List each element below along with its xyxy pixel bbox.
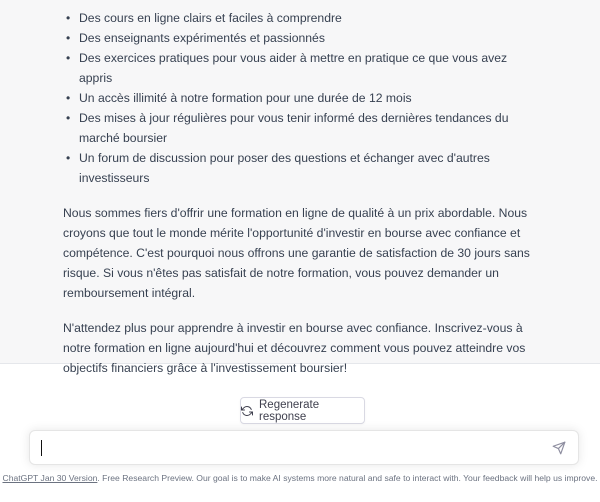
list-item-text: Des enseignants expérimentés et passionnés <box>79 31 325 45</box>
response-paragraph: Nous sommes fiers d'offrir une formation en ligne de qualité à un prix abordable. Nous croyons que tout le monde mérite l'opportunité d'investir en bourse avec confiance et compétence. C'est pourquoi nous offrons une garantie de satisfaction de 30 jours sans risque. Si vous n'êtes pas satisfait de notre formation, vous pouvez demander un remboursement intégral. <box>63 206 530 300</box>
feature-list <box>63 8 543 188</box>
text-caret <box>41 440 42 456</box>
response-content <box>63 8 543 378</box>
list-item-text: Des cours en ligne clairs et faciles à comprendre <box>79 11 342 25</box>
bullet-icon: • <box>66 151 71 165</box>
list-item <box>63 88 543 108</box>
message-input[interactable] <box>40 438 540 458</box>
list-item <box>63 28 543 48</box>
list-item <box>63 148 543 188</box>
bullet-icon: • <box>66 91 71 105</box>
message-input-container[interactable] <box>29 430 579 465</box>
regenerate-label: Regenerate response <box>259 398 320 423</box>
footer-disclaimer <box>0 473 600 483</box>
send-icon[interactable] <box>552 441 566 455</box>
list-item-text: Des mises à jour régulières pour vous tenir informé des dernières tendances du marché boursier <box>79 111 509 145</box>
bullet-icon: • <box>66 111 71 125</box>
footer-text: . Free Research Preview. Our goal is to make AI systems more natural and safe to interact with. Your feedback will help us improve. <box>97 473 598 483</box>
regenerate-response-button[interactable] <box>240 397 365 424</box>
response-paragraph: N'attendez plus pour apprendre à investir en bourse avec confiance. Inscrivez-vous à notre formation en ligne aujourd'hui et découvrez comment vous pouvez atteindre vos objectifs financiers grâce à l'investissement boursier! <box>63 321 526 375</box>
bullet-icon: • <box>66 11 71 25</box>
list-item-text: Des exercices pratiques pour vous aider à mettre en pratique ce que vous avez appris <box>79 51 508 85</box>
version-link[interactable]: ChatGPT Jan 30 Version <box>2 473 98 483</box>
bullet-icon: • <box>66 51 71 65</box>
list-item-text: Un forum de discussion pour poser des questions et échanger avec d'autres investisseurs <box>79 151 490 185</box>
bullet-icon: • <box>66 31 71 45</box>
refresh-icon <box>241 405 253 417</box>
list-item <box>63 108 543 148</box>
list-item-text: Un accès illimité à notre formation pour une durée de 12 mois <box>79 91 412 105</box>
list-item <box>63 8 543 28</box>
list-item <box>63 48 543 88</box>
